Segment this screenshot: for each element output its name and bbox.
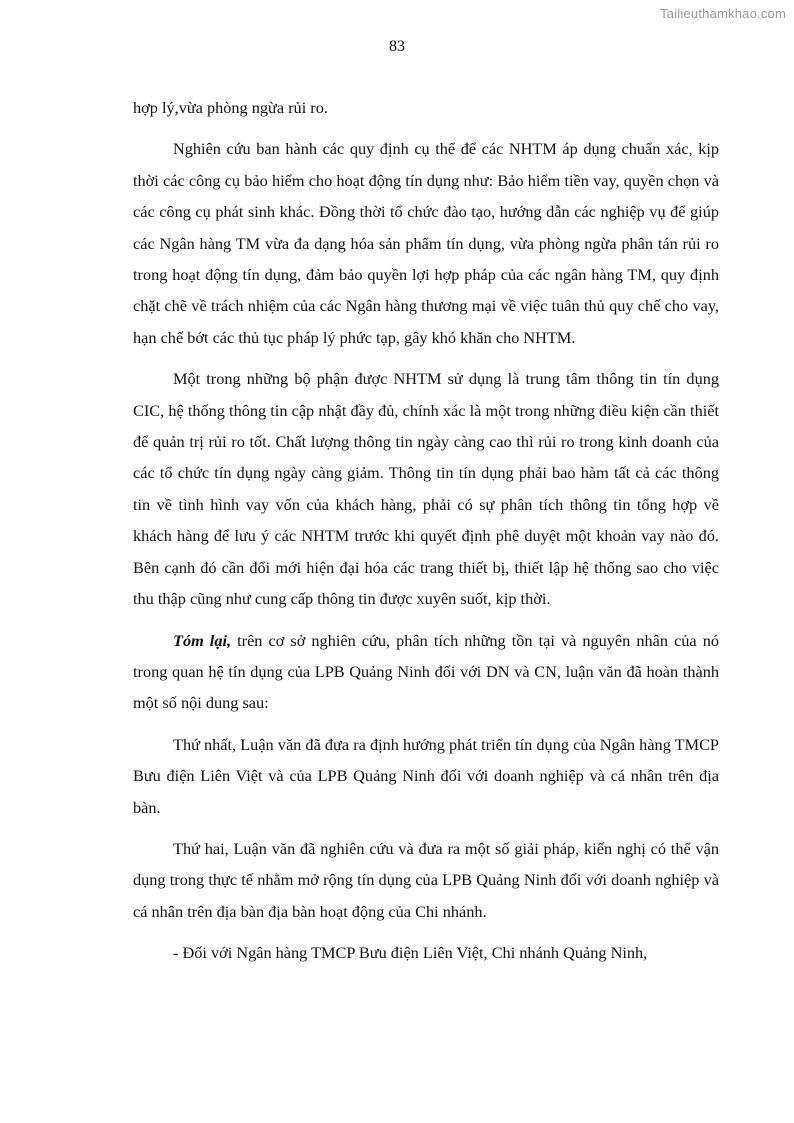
summary-text: trên cơ sở nghiên cứu, phân tích những tồn tại và nguyên nhân của nó trong quan hệ tín dụng của LPB Quảng Ninh đối với DN và CN, luận văn đã hoàn thành một số nội dung sau: [133,630,720,713]
watermark: Tailieuthamkhao.com [660,6,786,21]
paragraph-summary [133,625,719,719]
paragraph-continuation: hợp lý,vừa phòng ngừa rủi ro. [133,98,328,117]
paragraph-bullet: - Đối với Ngân hàng TMCP Bưu điện Liên Việt, Chi nhánh Quảng Ninh, [173,943,648,963]
paragraph-second: Thứ hai, Luận văn đã nghiên cứu và đưa ra một số giải pháp, kiến nghị có thể vận dụng trong thực tế nhằm mở rộng tín dụng của LPB Quảng Ninh đối với doanh nghiệp và cá nhân trên địa bàn địa bàn hoạt động của Chi nhánh. [133,838,719,921]
summary-lead: Tóm lại, [173,630,232,650]
document-body [133,92,719,979]
page-number: 83 [389,38,405,55]
paragraph-first: Thứ nhất, Luận văn đã đưa ra định hướng phát triển tín dụng của Ngân hàng TMCP Bưu điện Liên Việt và của LPB Quảng Ninh đối với doanh nghiệp và cá nhân trên địa bàn. [133,734,719,817]
paragraph-regulations: Nghiên cứu ban hành các quy định cụ thể để các NHTM áp dụng chuẩn xác, kịp thời các công cụ bảo hiểm cho hoạt động tín dụng như: Bảo hiểm tiền vay, quyền chọn và các công cụ phát sinh khác. Đồng thời tổ chức đào tạo, hướng dẫn các nghiệp vụ để giúp các Ngân hàng TM vừa đa dạng hóa sản phẩm tín dụng, vừa phòng ngừa phân tán rủi ro trong hoạt động tín dụng, đảm bảo quyền lợi hợp pháp của các ngân hàng TM, quy định chặt chẽ về trách nhiệm của các Ngân hàng thương mại về việc tuân thủ quy chế cho vay, hạn chế bớt các thủ tục pháp lý phức tạp, gây khó khăn cho NHTM. [133,139,719,347]
paragraph-cic: Một trong những bộ phận được NHTM sử dụng là trung tâm thông tin tín dụng CIC, hệ thống thông tin cập nhật đầy đủ, chính xác là một trong những điều kiện cần thiết để quản trị rủi ro tốt. Chất lượng thông tin ngày càng cao thì rủi ro trong kinh doanh của các tổ chức tín dụng ngày càng giảm. Thông tin tín dụng phải bao hàm tất cả các thông tin về tình hình vay vốn của khách hàng, phải có sự phân tích thông tin tổng hợp về khách hàng để lưu ý các NHTM trước khi quyết định phê duyệt một khoản vay nào đó. Bên cạnh đó cần đổi mới hiện đại hóa các trang thiết bị, thiết lập hệ thống sao cho việc thu thập cũng như cung cấp thông tin được xuyên suốt, kịp thời. [133,369,719,609]
